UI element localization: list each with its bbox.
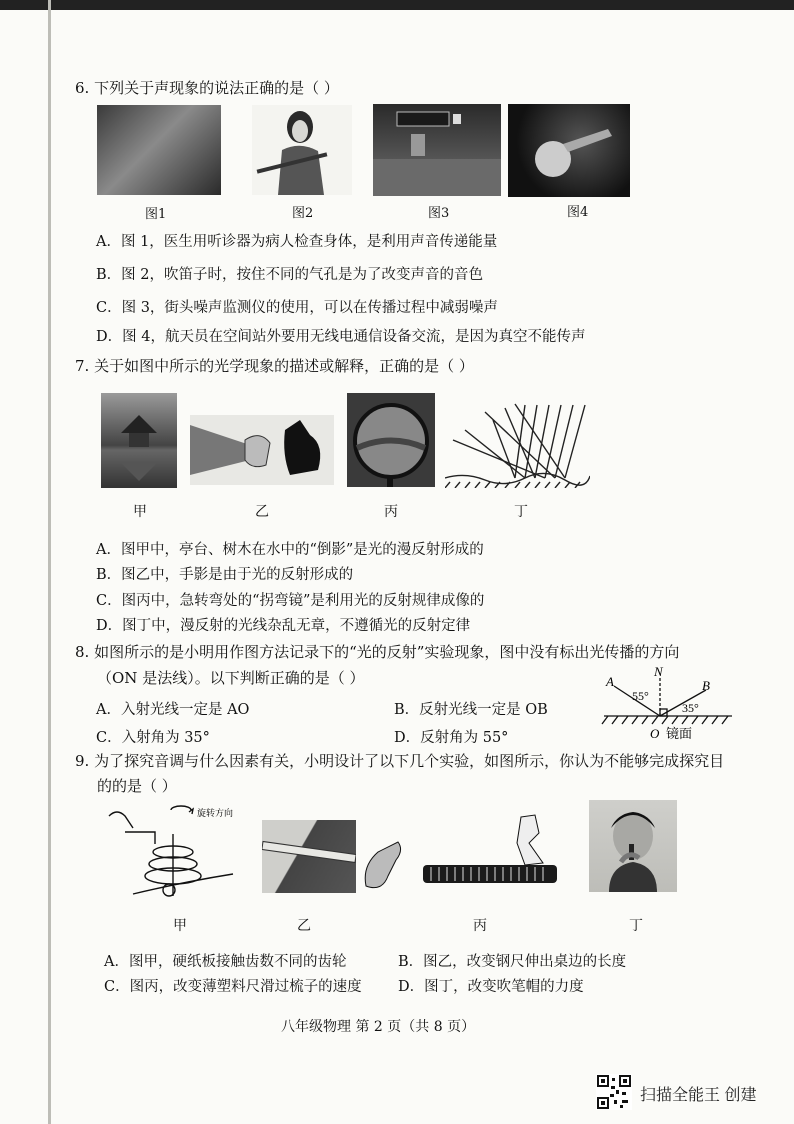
scan-top-edge: [0, 0, 794, 10]
q9-figure-comb: [421, 813, 561, 889]
q7-caption-jia: 甲: [133, 504, 147, 520]
q6-option-a: A．图 1，医生用听诊器为病人检查身体，是利用声音传递能量: [96, 234, 498, 250]
q9-figure-steel-ruler: [262, 820, 356, 893]
q6-photo-flute: [252, 105, 352, 195]
scan-binding-edge: [48, 0, 51, 1124]
q6-caption-4: 图4: [567, 205, 589, 220]
q9-caption-bing: 丙: [473, 918, 487, 934]
scanner-watermark: 扫描全能王 创建: [640, 1087, 757, 1104]
q9-figure-boy-blowing: [589, 800, 677, 892]
q7-photo-reflection: [101, 393, 177, 488]
q8-label-o: O: [650, 726, 660, 741]
q8-stem-line2: （ON 是法线）。以下判断正确的是（ ）: [97, 669, 365, 687]
q6-caption-2: 图2: [292, 206, 314, 221]
q8-option-b: B．反射光线一定是 OB: [394, 702, 548, 718]
q7-diagram-diffuse-reflection: [445, 400, 590, 488]
q9-option-c: C．图丙，改变薄塑料尺滑过梳子的速度: [104, 979, 362, 995]
q8-stem-line1: 8. 如图所示的是小明用作图方法记录下的“光的反射”实验现象，图中没有标出光传播的方向: [75, 643, 680, 661]
q7-option-a: A．图甲中，亭台、树木在水中的“倒影”是光的漫反射形成的: [96, 542, 484, 558]
q8-option-c: C．入射角为 35°: [96, 730, 210, 746]
q6-photo-stethoscope: [97, 105, 221, 195]
q9-caption-ding: 丁: [629, 918, 643, 934]
q8-angle-55: 55°: [632, 689, 649, 703]
q6-photo-noise-monitor: [373, 104, 501, 196]
q6-photo-astronaut: [508, 104, 630, 197]
q9-stem-line1: 9. 为了探究音调与什么因素有关，小明设计了以下几个实验，如图所示，你认为不能够完成探究目: [75, 752, 725, 770]
q7-caption-yi: 乙: [255, 504, 269, 520]
page-footer: 八年级物理 第 2 页（共 8 页）: [281, 1019, 476, 1035]
q6-option-b: B．图 2，吹笛子时，按住不同的气孔是为了改变声音的音色: [96, 267, 483, 283]
q9-option-b: B．图乙，改变钢尺伸出桌边的长度: [398, 954, 627, 970]
q8-option-a: A．入射光线一定是 AO: [96, 702, 250, 718]
q8-option-d: D．反射角为 55°: [394, 730, 509, 746]
qr-code-icon: [596, 1074, 632, 1110]
q6-option-d: D．图 4，航天员在空间站外要用无线电通信设备交流，是因为真空不能传声: [96, 329, 586, 345]
q9-figure-pressing-hand: [358, 836, 404, 894]
q7-stem: 7. 关于如图中所示的光学现象的描述或解释，正确的是（ ）: [75, 357, 474, 375]
q7-option-b: B．图乙中，手影是由于光的反射形成的: [96, 567, 354, 583]
q9-figure-gears: [103, 804, 237, 898]
q9-option-d: D．图丁，改变吹笔帽的力度: [398, 979, 584, 995]
q9-rotation-label: 旋转方向: [197, 809, 234, 819]
q6-caption-1: 图1: [145, 207, 167, 222]
q9-caption-jia: 甲: [173, 918, 187, 934]
q8-label-a: A: [606, 674, 614, 689]
q8-mirror-label: 镜面: [666, 727, 693, 742]
q9-stem-line2: 的的是（ ）: [97, 777, 177, 795]
q8-label-b: B: [702, 678, 710, 693]
q7-option-d: D．图丁中，漫反射的光线杂乱无章，不遵循光的反射定律: [96, 618, 471, 634]
q7-caption-ding: 丁: [514, 504, 528, 520]
q8-reflection-diagram: [596, 666, 746, 742]
q9-caption-yi: 乙: [297, 918, 311, 934]
q7-photo-hand-shadow: [190, 415, 334, 485]
q9-option-a: A．图甲，硬纸板接触齿数不同的齿轮: [104, 954, 347, 970]
q7-option-c: C．图丙中，急转弯处的“拐弯镜”是利用光的反射规律成像的: [96, 593, 485, 609]
q6-stem: 6. 下列关于声现象的说法正确的是（ ）: [75, 79, 339, 97]
q6-option-c: C．图 3，街头噪声监测仪的使用，可以在传播过程中减弱噪声: [96, 300, 498, 316]
q8-label-n: N: [654, 666, 663, 679]
q7-caption-bing: 丙: [384, 504, 398, 520]
q8-angle-35: 35°: [682, 701, 699, 715]
q6-caption-3: 图3: [428, 206, 450, 221]
q7-photo-convex-mirror: [347, 393, 435, 487]
